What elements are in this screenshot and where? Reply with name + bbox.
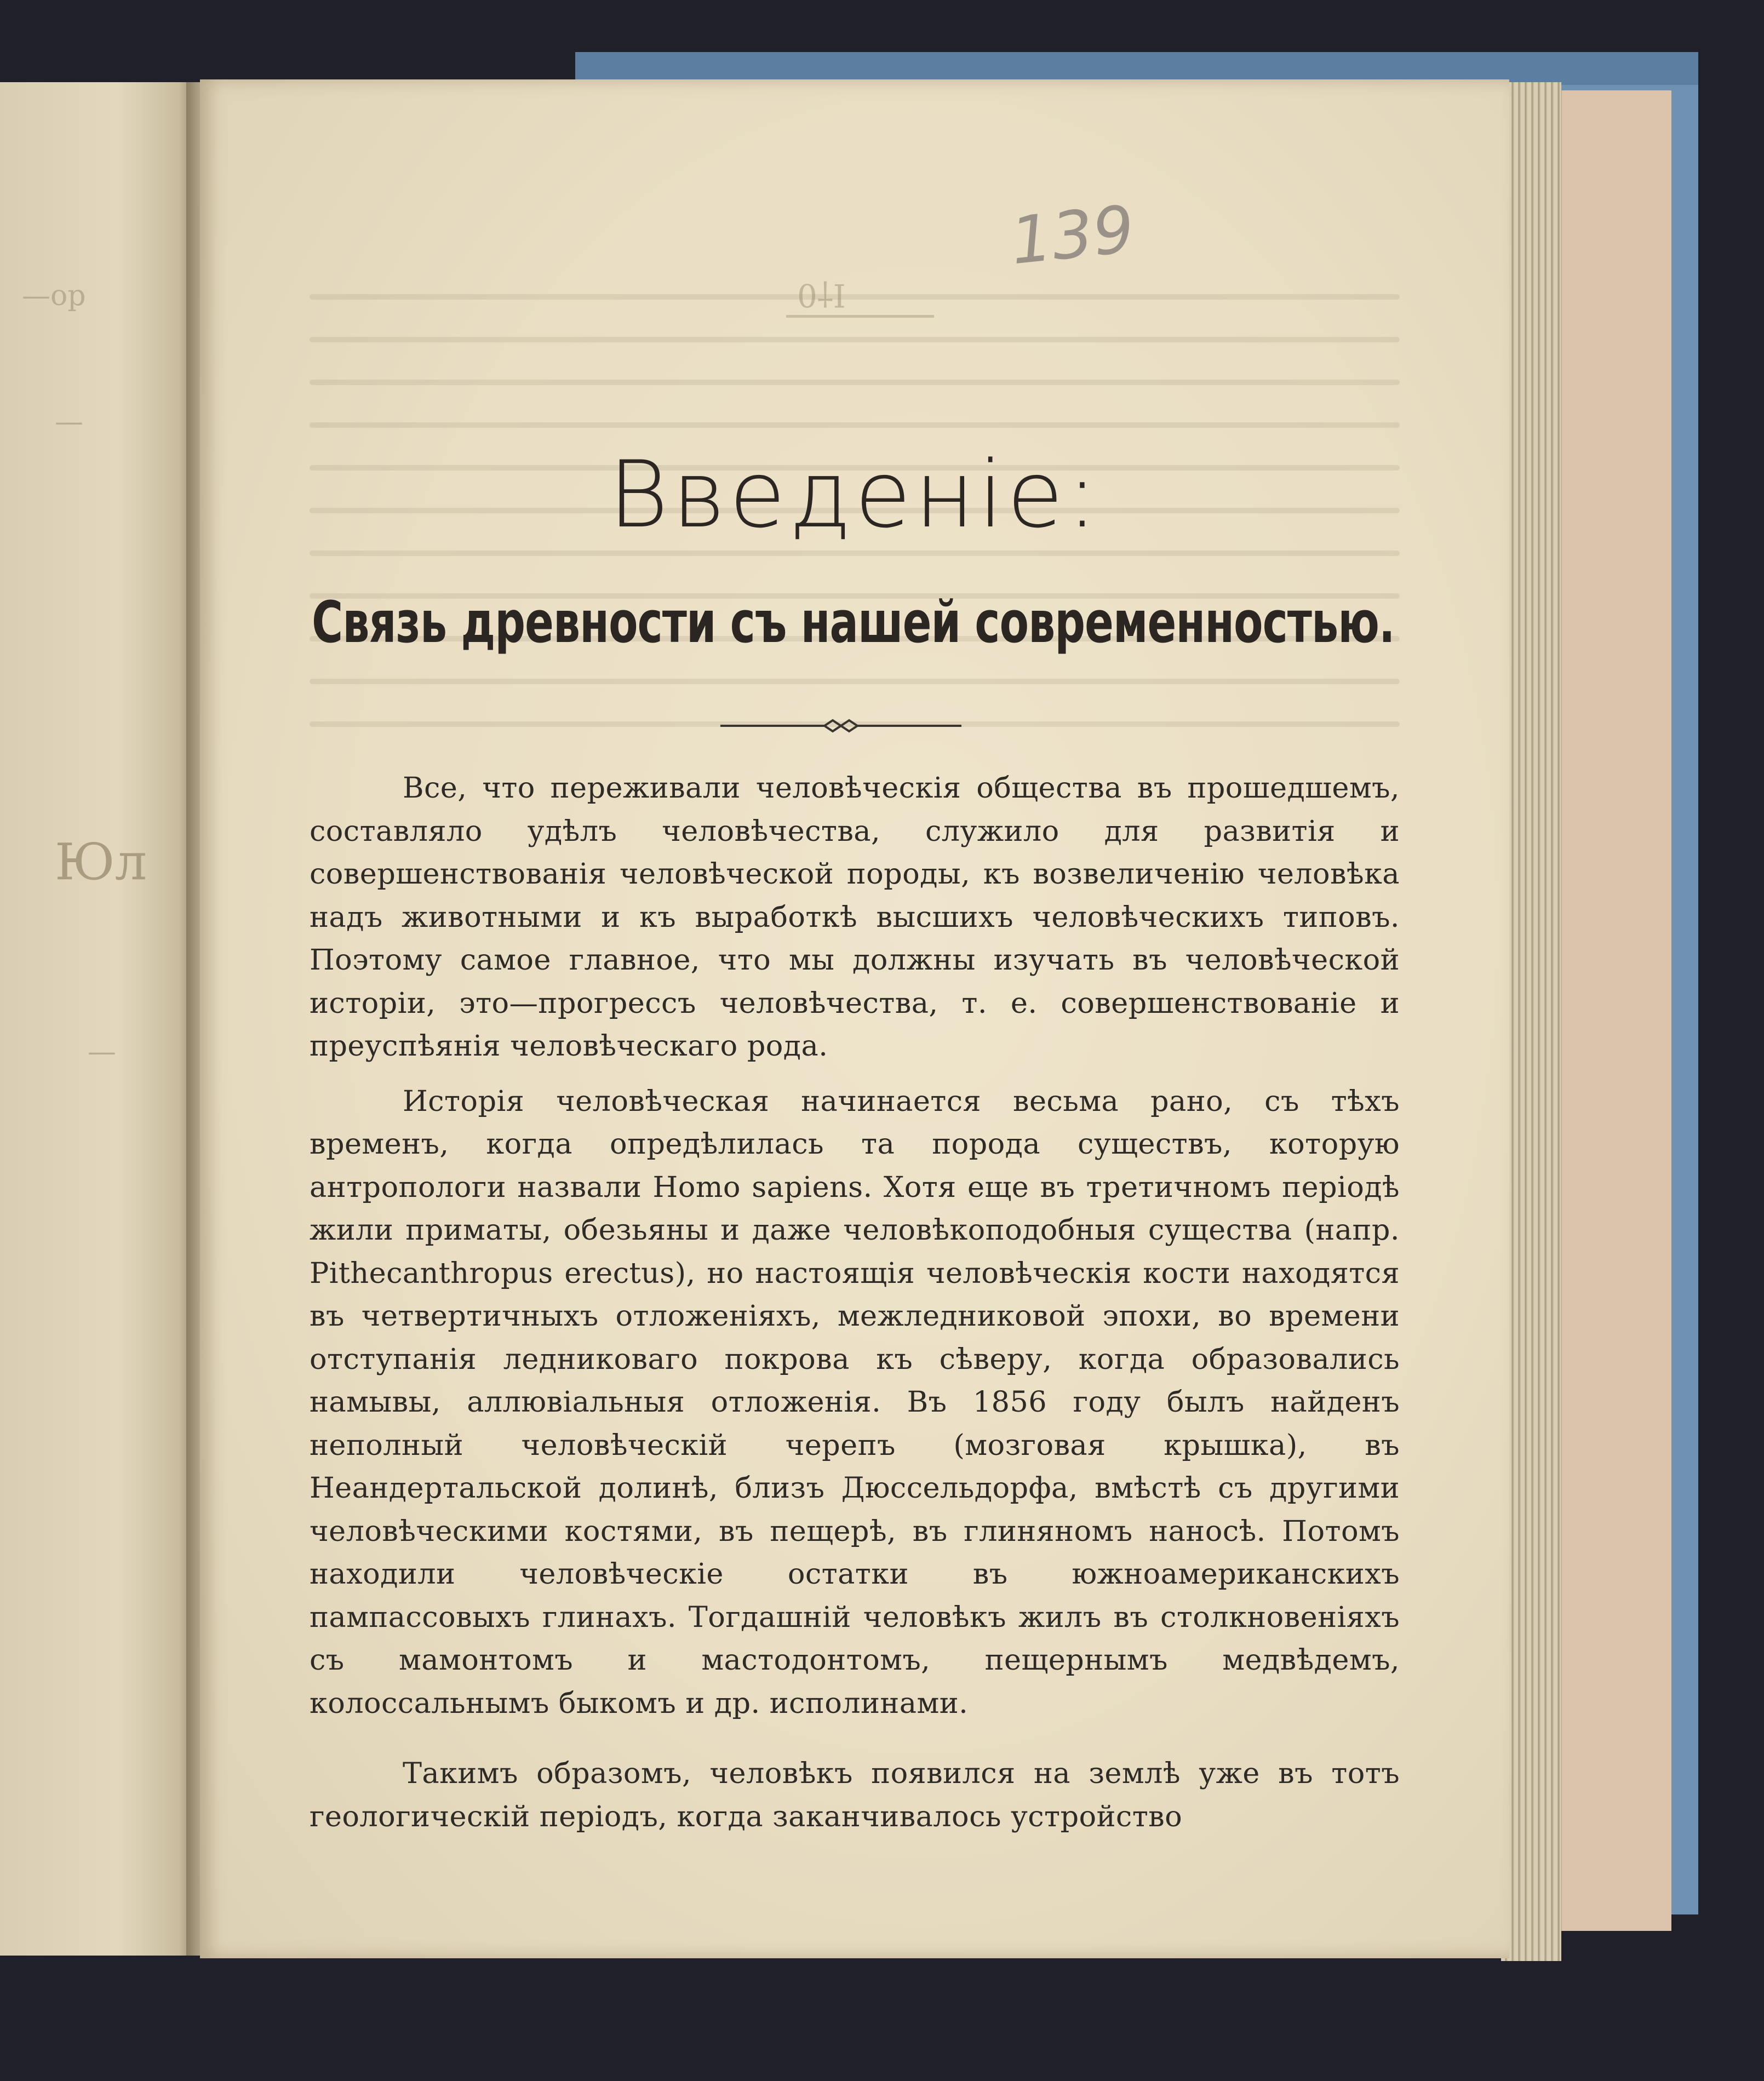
body-text [310,767,1400,1850]
bleed-through-line [310,380,1400,385]
bleed-through-line [310,551,1400,556]
intro-heading: Введеніе: [608,441,1101,548]
bleed-through-line [310,337,1400,342]
left-ghost-text: Юл [55,833,147,891]
left-ghost-text: — [88,1035,116,1068]
paragraph: Такимъ образомъ, человѣкъ появился на землѣ уже въ тотъ геологическій періодъ, когда заканчивалось устройство [310,1757,1400,1833]
paragraph: Все, что переживали человѣческія общества въ прошедшемъ, составляло удѣлъ человѣчества, служило для развитія и совершенствованія человѣческой породы, къ возвеличенію человѣка надъ животными и къ выработкѣ высшихъ человѣческихъ типовъ. Поэтому самое главное, что мы должны изучать въ человѣческой исторіи, это—прогрессъ человѣчества, т. е. совершенствованіе и преуспѣянія человѣческаго рода. [310,771,1400,1063]
left-ghost-text: —ор [22,279,86,312]
bleed-through-line [310,294,1400,300]
handwritten-folio-number: 139 [1007,191,1138,279]
book-page [200,79,1509,1958]
bleed-through-folio: 0†Ι [797,277,846,314]
previous-page [0,82,194,1956]
page-edges [1501,82,1561,1961]
ornament-rule-icon [720,715,961,737]
bleed-through-line [310,422,1400,428]
bleed-through-line [310,679,1400,684]
left-ghost-text: — [55,405,83,438]
paragraph: Исторія человѣческая начинается весьма рано, съ тѣхъ временъ, когда опредѣлилась та порода существъ, которую антропологи назвали Homo sapiens. Хотя еще въ третичномъ періодѣ жили приматы, обезьяны и даже человѣкоподобныя существа (напр. Pithecanthropus erectus), но настоящія человѣческія кости находятся въ четвертичныхъ отложеніяхъ, межледниковой эпохи, во времени отступанія ледниковаго покрова къ сѣверу, когда образовались намывы, аллювіальныя отложенія. Въ 1856 году былъ найденъ неполный человѣческій черепъ (мозговая крышка), въ Неандертальской долинѣ, близъ Дюссельдорфа, вмѣстѣ съ другими человѣческими костями, въ пещерѣ, въ глиняномъ наносѣ. Потомъ находили человѣческіе остатки въ южноамериканскихъ пампассовыхъ глинахъ. Тогдашній человѣкъ жилъ въ столкновеніяхъ съ мамонтомъ и мастодонтомъ, пещернымъ медвѣдемъ, колоссальнымъ быкомъ и др. исполинами. [310,1084,1400,1720]
bleed-through-rule [786,315,934,318]
chapter-title: Связь древности съ нашей современностью. [312,589,1395,656]
pink-card [1559,90,1671,1931]
